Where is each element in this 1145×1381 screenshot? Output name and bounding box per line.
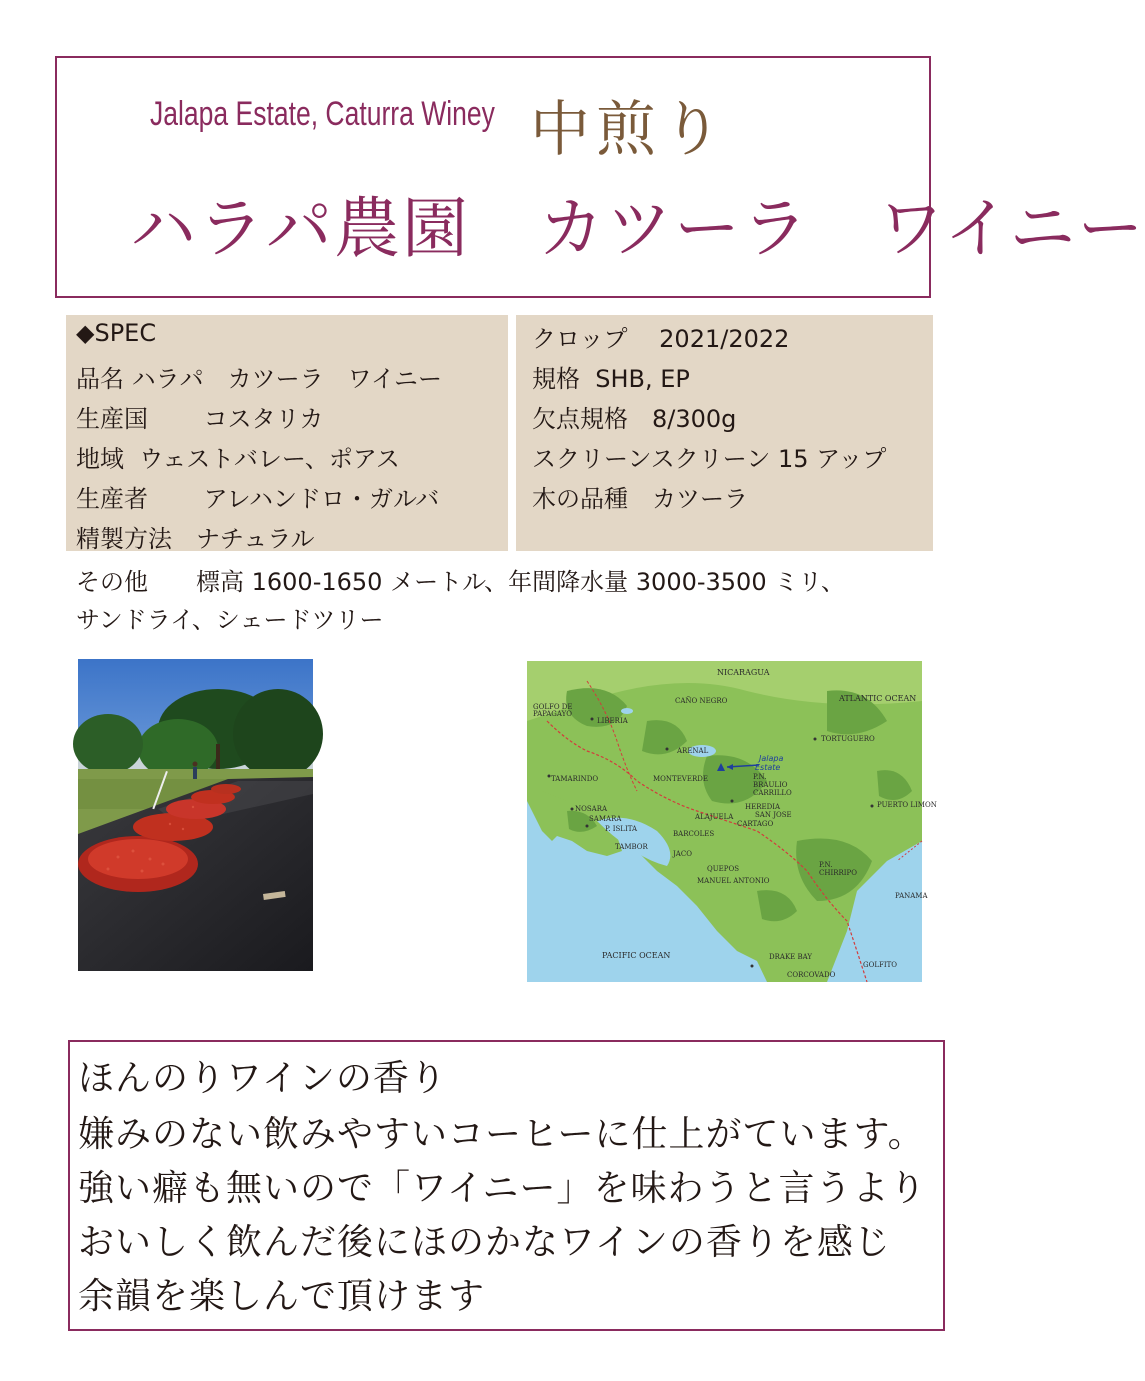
map-label-pn-braulio: P.N.: [753, 773, 767, 781]
map-label-heredia: HEREDIA: [745, 803, 781, 811]
roast-level: 中煎り: [530, 95, 728, 165]
spec-screen: スクリーンスクリーン 15 アップ: [532, 445, 887, 473]
map-label-nosara: NOSARA: [575, 805, 608, 813]
map-label-nicaragua: NICARAGUA: [717, 668, 770, 677]
map-label-manuel-antonio: MANUEL ANTONIO: [697, 877, 770, 885]
map-label-drake-bay: DRAKE BAY: [769, 953, 813, 961]
spec-crop: クロップ 2021/2022: [532, 325, 790, 353]
spec-process: 精製方法 ナチュラル: [76, 525, 315, 553]
map-label-tambor: TAMBOR: [615, 843, 648, 851]
description-line-1: ほんのりワインの香り: [78, 1058, 447, 1099]
description-line-5: 余韻を楽しんで頂けます: [78, 1276, 486, 1317]
map-label-carrillo: CARRILLO: [753, 789, 792, 797]
map-label-atlantic: ATLANTIC OCEAN: [839, 694, 917, 703]
map-label-jalapa: Jalapa: [759, 754, 784, 763]
map-label-barcoles: BARCOLES: [673, 830, 715, 838]
map-label-corcovado: CORCOVADO: [787, 971, 836, 979]
map-label-liberia: LIBERIA: [597, 717, 628, 725]
map-label-panama: PANAMA: [895, 892, 928, 900]
other-info-line2: サンドライ、シェードツリー: [76, 606, 384, 634]
map-label-islita: P. ISLITA: [605, 825, 638, 833]
map-label-golfo1: GOLFO DE: [533, 703, 573, 711]
spec-country: 生産国 コスタリカ: [76, 405, 324, 433]
spec-region: 地域 ウェストバレー、ポアス: [76, 445, 400, 473]
drying-bed-photo: [78, 659, 313, 971]
spec-grade: 規格 SHB, EP: [532, 365, 690, 393]
spec-producer: 生産者 アレハンドロ・ガルバ: [76, 485, 440, 513]
description-line-2: 嫌みのない飲みやすいコーヒーに仕上がています。: [78, 1114, 925, 1155]
map-label-golfito: GOLFITO: [863, 961, 898, 969]
map-label-arenal: ARENAL: [677, 747, 709, 755]
description-line-4: おいしく飲んだ後にほのかなワインの香りを感じ: [78, 1222, 891, 1263]
spec-heading: ◆SPEC: [76, 319, 157, 347]
map-label-tortuguero: TORTUGUERO: [821, 735, 875, 743]
map-label-quepos: QUEPOS: [707, 865, 739, 873]
map-label-estate: Estate: [755, 763, 781, 772]
map-label-golfo2: PAPAGAYO: [533, 710, 572, 718]
english-title: Jalapa Estate, Caturra Winey: [150, 95, 495, 133]
spec-panel-left: [66, 315, 508, 551]
map-label-chirripo: CHIRRIPO: [819, 869, 857, 877]
spec-defects: 欠点規格 8/300g: [532, 405, 737, 433]
map-label-alajuela: ALAJUELA: [695, 813, 734, 821]
spec-product-name: 品名 ハラパ カツーラ ワイニー: [76, 365, 442, 393]
map-label-jaco: JACO: [673, 850, 692, 858]
map-label-samara: SAMARA: [589, 815, 622, 823]
map-label-pacific: PACIFIC OCEAN: [602, 951, 671, 960]
map-label-monteverde: MONTEVERDE: [653, 775, 708, 783]
map-label-braulio: BRAULIO: [753, 781, 788, 789]
map-label-pn-chirripo: P.N.: [819, 861, 833, 869]
map-label-tamarindo: TAMARINDO: [551, 775, 599, 783]
spec-variety: 木の品種 カツーラ: [532, 485, 748, 513]
costa-rica-map: [527, 661, 937, 982]
map-label-puerto-limon: PUERTO LIMON: [877, 801, 937, 809]
spec-panel-right: [516, 315, 933, 551]
other-info-line1: その他 標高 1600-1650 メートル、年間降水量 3000-3500 ミリ、: [76, 568, 846, 596]
map-label-san-jose: SAN JOSE: [755, 811, 792, 819]
map-label-cartago: CARTAGO: [737, 820, 774, 828]
japanese-title: ハラパ農園 カツーラ ワイニー: [130, 190, 1145, 267]
description-line-3: 強い癖も無いので「ワイニー」を味わうと言うより: [78, 1168, 927, 1209]
map-label-cano-negro: CAÑO NEGRO: [675, 697, 728, 705]
